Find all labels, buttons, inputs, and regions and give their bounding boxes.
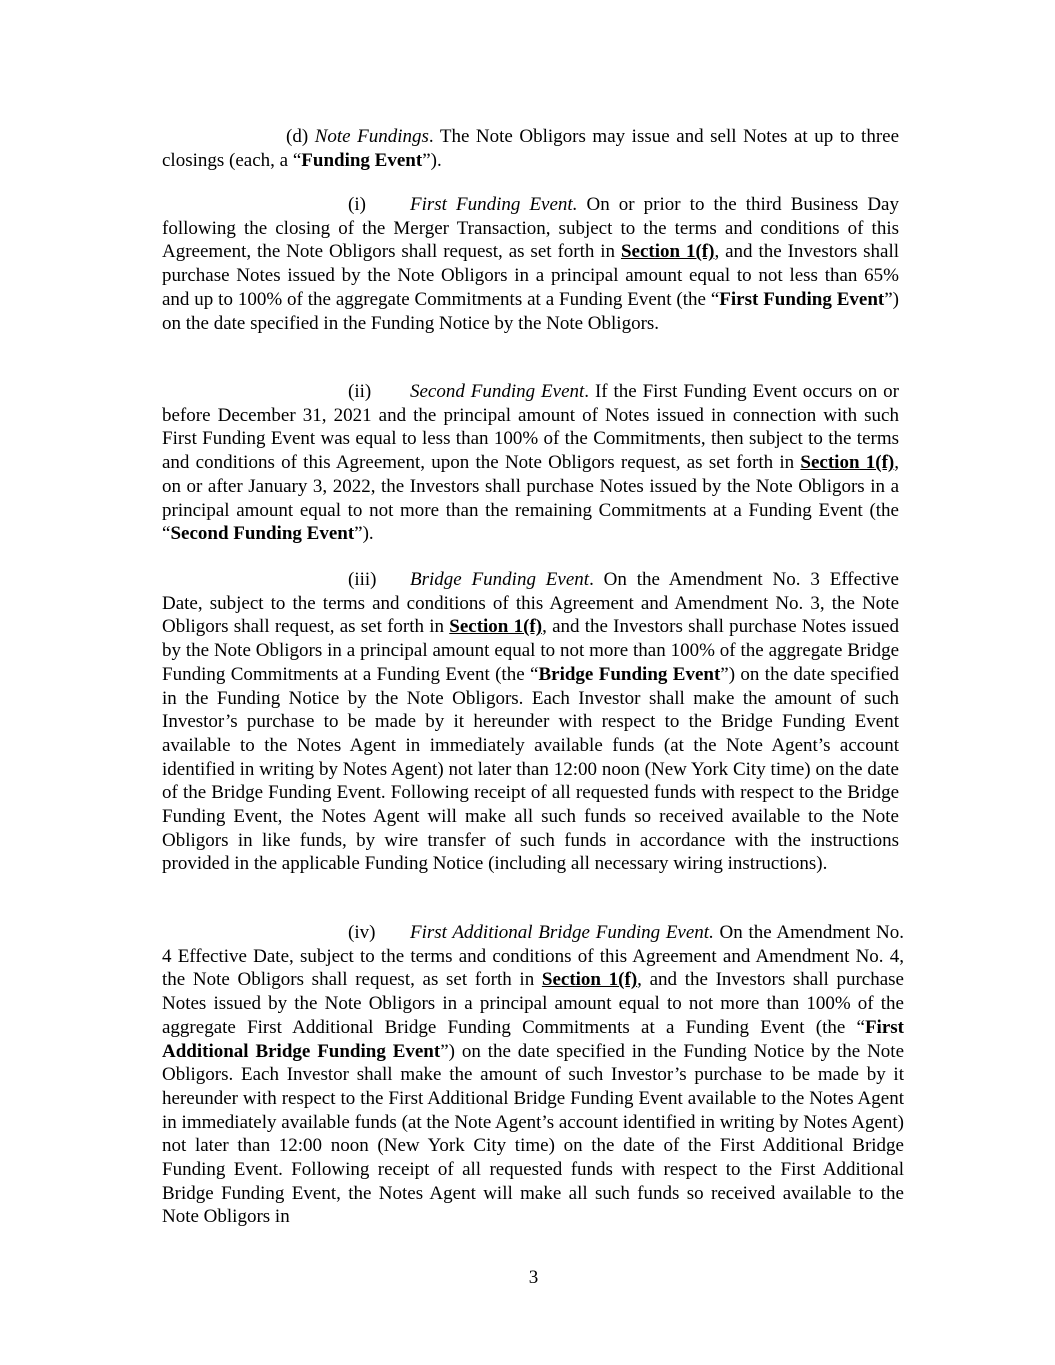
paragraph-label: (iii): [348, 569, 377, 590]
paragraph-heading: Second Funding Event: [410, 381, 585, 402]
paragraph-text: On the Amendment No. 4 Effective Date, subject to the terms and conditions of this Agreement and Amendment No. 4, the Note Obligors shall request, as set forth in: [162, 922, 904, 991]
paragraph-iii-bridge-funding-event: [162, 568, 899, 876]
section-reference-link[interactable]: Section 1(f): [620, 241, 715, 263]
paragraph-label: (i): [348, 194, 366, 215]
paragraph-text: , on or after January 3, 2022, the Investors shall purchase Notes issued by the Note Obligors in a principal amount equal to not more than the remaining Commitments at a Funding Event (the “: [162, 452, 899, 545]
paragraph-text: . If the First Funding Event occurs on or before December 31, 2021 and the principal amount of Notes issued in connection with such First Funding Event was equal to less than 100% of the Commitments, then subject to the terms and conditions of this Agreement, upon the Note Obligors request, as set forth in: [162, 381, 899, 474]
defined-term: Funding Event: [301, 149, 423, 171]
paragraph-heading: First Funding Event.: [410, 194, 578, 215]
section-reference-link[interactable]: Section 1(f): [449, 616, 543, 638]
section-reference-link[interactable]: Section 1(f): [541, 969, 638, 991]
paragraph-i-first-funding-event: [162, 193, 899, 335]
paragraph-text: , and the Investors shall purchase Notes issued by the Note Obligors in a principal amount equal to not more than 100% of the aggregate Bridge Funding Commitments at a Funding Event (the “: [162, 616, 899, 685]
paragraph-label: (iv): [348, 922, 376, 943]
paragraph-text: , and the Investors shall purchase Notes issued by the Note Obligors in a principal amount equal to not more than 100% of the aggregate First Additional Bridge Funding Commitments at a Funding Event (the “: [162, 969, 904, 1038]
defined-term: Second Funding Event: [170, 523, 355, 545]
paragraph-heading: Bridge Funding Event: [410, 569, 590, 590]
paragraph-label: (ii): [348, 381, 372, 402]
paragraph-text: ”).: [422, 149, 442, 171]
paragraph-text: , and the Investors shall purchase Notes issued by the Note Obligors in a principal amount equal to not less than 65% and up to 100% of the aggregate Commitments at a Funding Event (the “: [162, 241, 900, 310]
page-number: 3: [528, 1267, 539, 1288]
paragraph-text: On or prior to the third Business Day following the closing of the Merger Transaction, subject to the terms and conditions of this Agreement, the Note Obligors shall request, as set forth in: [162, 194, 899, 263]
paragraph-iv-first-additional-bridge-funding-event: [162, 921, 904, 1229]
paragraph-text: ”) on the date specified in the Funding Notice by the Note Obligors.: [162, 288, 899, 334]
paragraph-heading: First Additional Bridge Funding Event.: [410, 922, 714, 943]
paragraph-text: . On the Amendment No. 3 Effective Date, subject to the terms and conditions of this Agreement and Amendment No. 3, the Note Obligors shall request, as set forth in: [162, 569, 899, 638]
paragraph-text: . The Note Obligors may issue and sell Notes at up to three closings (each, a “: [162, 126, 900, 171]
defined-term: Bridge Funding Event: [538, 663, 721, 685]
paragraph-ii-second-funding-event: [162, 380, 899, 546]
paragraph-text: ”) on the date specified in the Funding Notice by the Note Obligors. Each Investor shall make the amount of such Investor’s purchase to be made by it hereunder with respect to the Bridge Funding Event available to the Notes Agent in immediately available funds (at the Note Agent’s account identified in writing by Notes Agent) not later than 12:00 noon (New York City time) on the date of the Bridge Funding Event. Following receipt of all requested funds with respect to the Bridge Funding Event, the Notes Agent will make all such funds so received available to the Note Obligors in like funds, by wire transfer of such funds in accordance with the instructions provided in the applicable Funding Notice (including all necessary wiring instructions).: [162, 663, 899, 875]
paragraph-heading: Note Fundings: [314, 126, 429, 147]
paragraph-text: ”).: [354, 523, 374, 545]
paragraph-text: ”) on the date specified in the Funding Notice by the Note Obligors. Each Investor shall make the amount of such Investor’s purchase to be made by it hereunder with respect to the First Additional Bridge Funding Event available to the Notes Agent in immediately available funds (at the Note Agent’s account identified in writing by Notes Agent) not later than 12:00 noon (New York City time) on the date of the First Additional Bridge Funding Event. Following receipt of all requested funds with respect to the First Additional Bridge Funding Event, the Notes Agent will make all such funds so received available to the Note Obligors in: [162, 1040, 905, 1228]
paragraph-label: (d): [286, 126, 309, 147]
defined-term: First Funding Event: [719, 288, 885, 310]
defined-term: First Additional Bridge Funding Event: [162, 1016, 904, 1062]
paragraph-d-note-fundings: [162, 125, 899, 172]
section-reference-link[interactable]: Section 1(f): [800, 452, 895, 474]
